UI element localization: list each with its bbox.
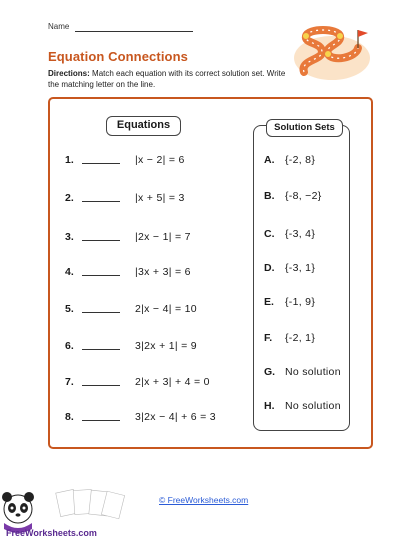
answer-blank[interactable] [82, 349, 120, 350]
solution-text: {-3, 4} [285, 228, 316, 240]
directions-label: Directions: [48, 69, 90, 78]
equation-text: 3|2x + 1| = 9 [135, 340, 197, 352]
solution-text: No solution [285, 366, 341, 378]
equation-text: 2|x + 3| + 4 = 0 [135, 376, 210, 388]
equation-text: 2|x − 4| = 10 [135, 303, 197, 315]
solution-text: {-1, 9} [285, 296, 316, 308]
answer-blank[interactable] [82, 420, 120, 421]
answer-blank[interactable] [82, 201, 120, 202]
directions-text: Match each equation with its correct solution set. Write the matching letter on the line. [48, 69, 286, 89]
equation-number: 4. [65, 266, 74, 278]
solution-letter: B. [264, 190, 275, 202]
solution-letter: C. [264, 228, 275, 240]
answer-blank[interactable] [82, 163, 120, 164]
equation-text: |2x − 1| = 7 [135, 231, 191, 243]
solution-sets-header: Solution Sets [266, 119, 343, 137]
solution-letter: F. [264, 332, 273, 344]
equation-text: |3x + 3| = 6 [135, 266, 191, 278]
answer-blank[interactable] [82, 275, 120, 276]
solution-text: No solution [285, 400, 341, 412]
equation-number: 1. [65, 154, 74, 166]
solution-letter: H. [264, 400, 275, 412]
equation-number: 8. [65, 411, 74, 423]
solution-sets-box [253, 125, 350, 431]
equation-number: 6. [65, 340, 74, 352]
solution-text: {-8, −2} [285, 190, 322, 202]
freeworksheets-logo [0, 489, 130, 539]
worksheet-title: Equation Connections [48, 49, 188, 64]
solution-letter: A. [264, 154, 275, 166]
name-line[interactable] [75, 31, 193, 32]
board-game-illustration [292, 22, 374, 84]
equation-number: 7. [65, 376, 74, 388]
directions [48, 68, 288, 90]
equation-number: 3. [65, 231, 74, 243]
footer-link[interactable]: © FreeWorksheets.com [159, 495, 249, 505]
solution-text: {-2, 1} [285, 332, 316, 344]
solution-text: {-2, 8} [285, 154, 316, 166]
answer-blank[interactable] [82, 385, 120, 386]
solution-letter: E. [264, 296, 274, 308]
equations-header: Equations [106, 116, 181, 136]
equation-text: |x + 5| = 3 [135, 192, 185, 204]
answer-blank[interactable] [82, 312, 120, 313]
equation-text: |x − 2| = 6 [135, 154, 185, 166]
solution-text: {-3, 1} [285, 262, 316, 274]
solution-letter: D. [264, 262, 275, 274]
logo-text: FreeWorksheets.com [6, 528, 97, 538]
equation-number: 2. [65, 192, 74, 204]
answer-blank[interactable] [82, 240, 120, 241]
equation-number: 5. [65, 303, 74, 315]
name-label: Name [48, 22, 70, 31]
solution-letter: G. [264, 366, 276, 378]
equation-text: 3|2x − 4| + 6 = 3 [135, 411, 216, 423]
